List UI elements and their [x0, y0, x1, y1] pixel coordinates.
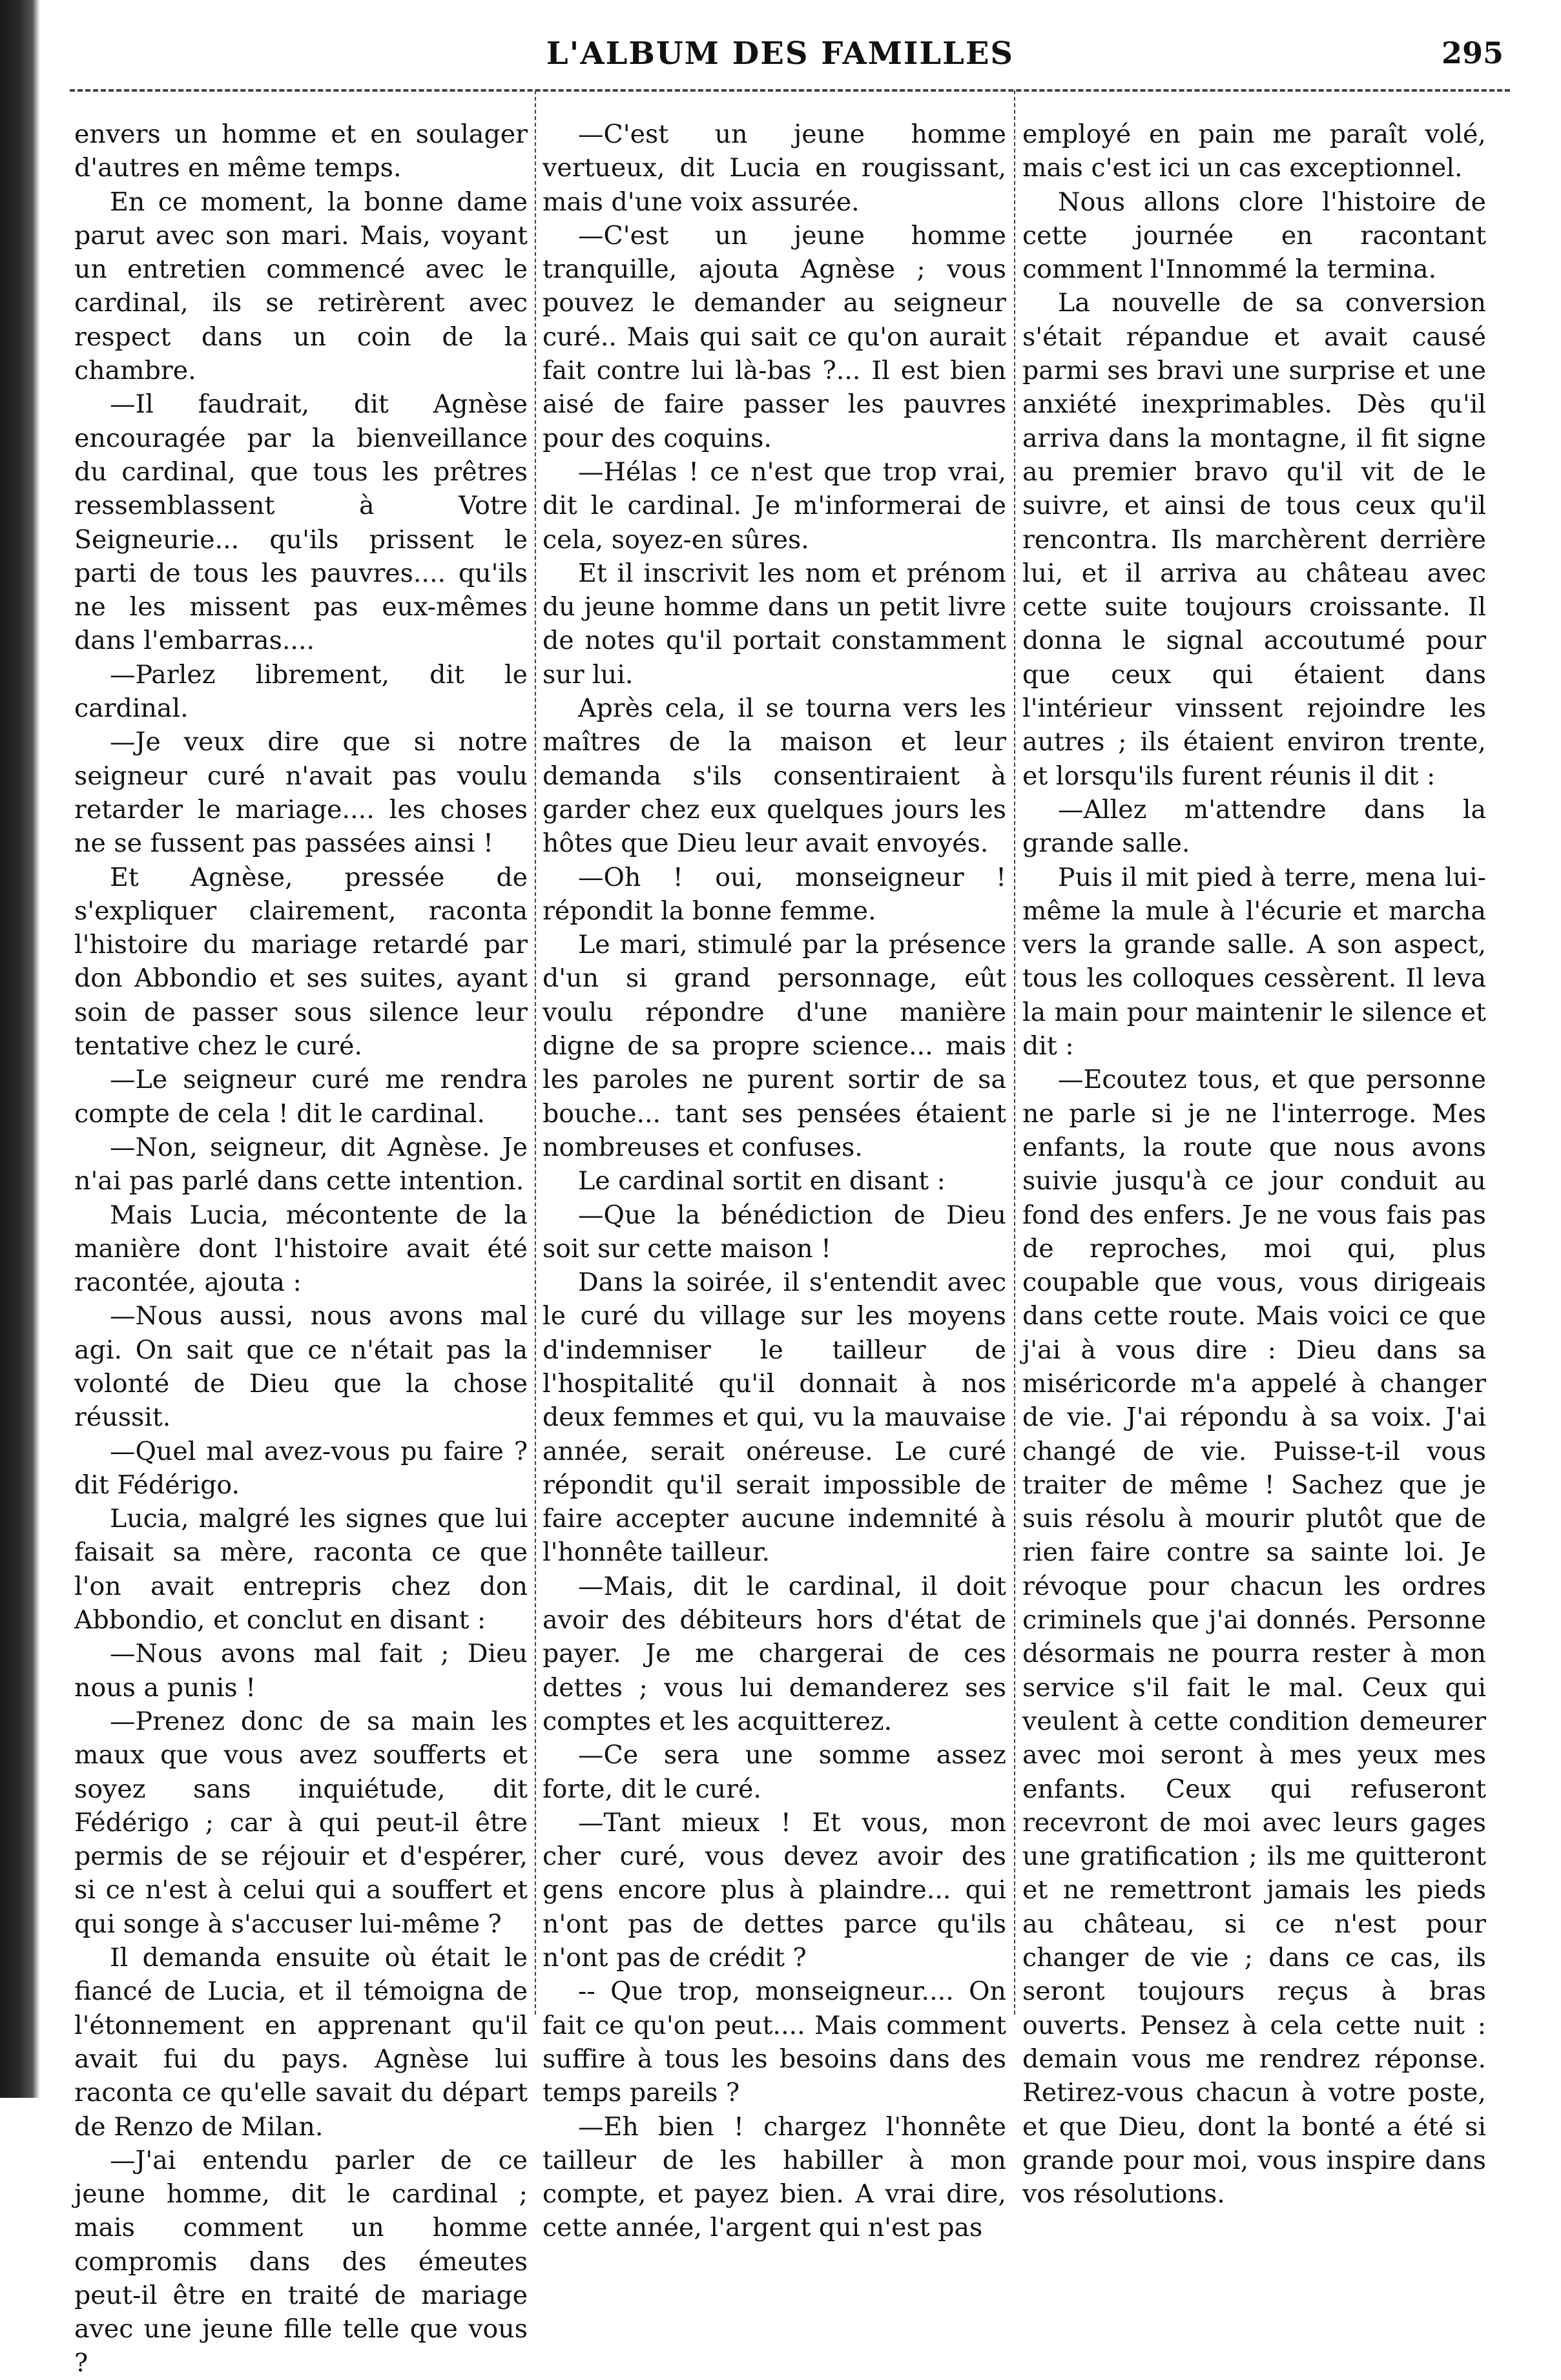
column-divider-1 [535, 90, 536, 2015]
header-rule [70, 89, 1510, 92]
text-column-1 [74, 118, 528, 2378]
paragraph: —Oh ! oui, monseigneur ! répondit la bonne femme. [543, 862, 1006, 926]
paragraph: Le mari, stimulé par la présence d'un si grand personnage, eût voulu répondre d'une manière digne de sa propre science... mais les paroles ne purent sortir de sa bouche... tant ses pensées étaient nombreuses et confuses. [543, 930, 1006, 1162]
page-header [57, 36, 1504, 81]
paragraph: —Le seigneur curé me rendra compte de cela ! dit le cardinal. [74, 1065, 528, 1129]
paragraph: —Que la bénédiction de Dieu soit sur cette maison ! [543, 1200, 1006, 1264]
paragraph: —Ce sera une somme assez forte, dit le curé. [543, 1740, 1006, 1804]
paragraph: —Eh bien ! chargez l'honnête tailleur de les habiller à mon compte, et payez bien. A vrai dire, cette année, l'argent qui n'est pas [543, 2111, 1006, 2243]
column-divider-2 [1014, 90, 1015, 2015]
paragraph: —Ecoutez tous, et que personne ne parle si je ne l'interroge. Mes enfants, la route que nous avons suivie jusqu'à ce jour conduit au fond des enfers. Je ne vous fais pas de reproches, moi qui, plus coupable que vous, vous dirigeais dans cette route. Mais voici ce que j'ai à vous dire : Dieu dans sa miséricorde m'a appelé à changer de vie. J'ai répondu à sa voix. J'ai changé de vie. Puisse-t-il vous traiter de même ! Sachez que je suis résolu à mourir plutôt que de rien faire contre sa sainte loi. Je révoque pour chacun les ordres criminels que j'ai donnés. Personne désormais ne pourra rester à mon service s'il fait le mal. Ceux qui veulent à cette condition demeurer avec moi seront à mes yeux mes enfants. Ceux qui refuseront recevront de moi avec leurs gages une gratification ; ils me quitteront et ne remettront jamais les pieds au château, si ce n'est pour changer de vie ; dans ce cas, ils seront toujours reçus à bras ouverts. Pensez à cela cette nuit : demain vous me rendrez réponse. Retirez-vous chacun à votre poste, et que Dieu, dont la bonté a été si grande pour moi, vous inspire dans vos résolutions. [1022, 1065, 1486, 2210]
paragraph: Il demanda ensuite où était le fiancé de Lucia, et il témoigna de l'étonnement en apprenant qu'il avait fui du pays. Agnèse lui raconta ce qu'elle savait du départ de Renzo de Milan. [74, 1943, 528, 2142]
paragraph: —Allez m'attendre dans la grande salle. [1022, 794, 1486, 859]
paragraph: —Quel mal avez-vous pu faire ? dit Fédérigo. [74, 1436, 528, 1500]
page-number: 295 [1441, 36, 1504, 70]
text-column-3 [1022, 118, 1486, 2210]
paragraph: Et Agnèse, pressée de s'expliquer clairement, raconta l'histoire du mariage retardé par don Abbondio et ses suites, ayant soin de passer sous silence leur tentative chez le curé. [74, 862, 528, 1062]
paragraph: employé en pain me paraît volé, mais c'est ici un cas exceptionnel. [1022, 119, 1486, 183]
paragraph: —C'est un jeune homme vertueux, dit Lucia en rougissant, mais d'une voix assurée. [543, 119, 1006, 217]
paragraph: Nous allons clore l'histoire de cette journée en racontant comment l'Innommé la termina. [1022, 187, 1486, 285]
paragraph: envers un homme et en soulager d'autres en même temps. [74, 119, 528, 183]
paragraph: —Parlez librement, dit le cardinal. [74, 659, 528, 724]
paragraph: Et il inscrivit les nom et prénom du jeune homme dans un petit livre de notes qu'il portait constamment sur lui. [543, 558, 1006, 690]
paragraph: —Nous aussi, nous avons mal agi. On sait que ce n'était pas la volonté de Dieu que la chose réussit. [74, 1301, 528, 1433]
paragraph: La nouvelle de sa conversion s'était répandue et avait causé parmi ses bravi une surprise et une anxiété inexprimables. Dès qu'il arriva dans la montagne, il fit signe au premier bravo qu'il vit de le suivre, et ainsi de tous ceux qu'il rencontra. Ils marchèrent derrière lui, et il arriva au château avec cette suite toujours croissante. Il donna le signal accoutumé pour que ceux qui étaient dans l'intérieur vinssent rejoindre les autres ; ils étaient environ trente, et lorsqu'ils furent réunis il dit : [1022, 288, 1486, 791]
paragraph: —J'ai entendu parler de ce jeune homme, dit le cardinal ; mais comment un homme compromis dans des émeutes peut-il être en traité de mariage avec une jeune fille telle que vous ? [74, 2145, 528, 2378]
paragraph: —Prenez donc de sa main les maux que vous avez soufferts et soyez sans inquiétude, dit Fédérigo ; car à qui peut-il être permis de se réjouir et d'espérer, si ce n'est à celui qui a souffert et qui songe à s'accuser lui-même ? [74, 1706, 528, 1939]
paragraph: Lucia, malgré les signes que lui faisait sa mère, raconta ce que l'on avait entrepris chez don Abbondio, et conclut en disant : [74, 1504, 528, 1636]
paragraph: —Hélas ! ce n'est que trop vrai, dit le cardinal. Je m'informerai de cela, soyez-en sûres. [543, 457, 1006, 555]
text-column-2 [543, 118, 1006, 2243]
paragraph: —C'est un jeune homme tranquille, ajouta Agnèse ; vous pouvez le demander au seigneur curé.. Mais qui sait ce qu'on aurait fait contre lui là-bas ?... Il est bien aisé de faire passer les pauvres pour des coquins. [543, 220, 1006, 453]
paragraph: —Non, seigneur, dit Agnèse. Je n'ai pas parlé dans cette intention. [74, 1132, 528, 1196]
paragraph: —Je veux dire que si notre seigneur curé n'avait pas voulu retarder le mariage.... les choses ne se fussent pas passées ainsi ! [74, 727, 528, 859]
paragraph: Après cela, il se tourna vers les maîtres de la maison et leur demanda s'ils consentiraient à garder chez eux quelques jours les hôtes que Dieu leur avait envoyés. [543, 693, 1006, 859]
page-binding-shadow [0, 0, 40, 2098]
paragraph: —Tant mieux ! Et vous, mon cher curé, vous devez avoir des gens encore plus à plaindre... qui n'ont pas de dettes parce qu'ils n'ont pas de crédit ? [543, 1807, 1006, 1973]
paragraph: —Mais, dit le cardinal, il doit avoir des débiteurs hors d'état de payer. Je me chargerai de ces dettes ; vous lui demanderez ses comptes et les acquitterez. [543, 1571, 1006, 1736]
paragraph: —Nous avons mal fait ; Dieu nous a punis ! [74, 1639, 528, 1703]
paragraph: Le cardinal sortit en disant : [578, 1166, 946, 1196]
paragraph: Mais Lucia, mécontente de la manière dont l'histoire avait été racontée, ajouta : [74, 1200, 528, 1298]
paragraph: Dans la soirée, il s'entendit avec le curé du village sur les moyens d'indemniser le tailleur de l'hospitalité qu'il donnait à nos deux femmes et qui, vu la mauvaise année, serait onéreuse. Le curé répondit qu'il serait impossible de faire accepter aucune indemnité à l'honnête tailleur. [543, 1267, 1006, 1568]
paragraph: Puis il mit pied à terre, mena lui-même la mule à l'écurie et marcha vers la grande salle. A son aspect, tous les colloques cessèrent. Il leva la main pour maintenir le silence et dit : [1022, 862, 1486, 1062]
running-title: L'ALBUM DES FAMILLES [546, 36, 1015, 72]
paragraph: —Il faudrait, dit Agnèse encouragée par la bienveillance du cardinal, que tous les prêtres ressemblassent à Votre Seigneurie... qu'ils prissent le parti de tous les pauvres.... qu'ils ne les missent pas eux-mêmes dans l'embarras.... [74, 389, 528, 656]
paragraph: En ce moment, la bonne dame parut avec son mari. Mais, voyant un entretien commencé avec le cardinal, ils se retirèrent avec respect dans un coin de la chambre. [74, 187, 528, 386]
paragraph: -- Que trop, monseigneur.... On fait ce qu'on peut.... Mais comment suffire à tous les besoins dans des temps pareils ? [543, 1976, 1006, 2108]
